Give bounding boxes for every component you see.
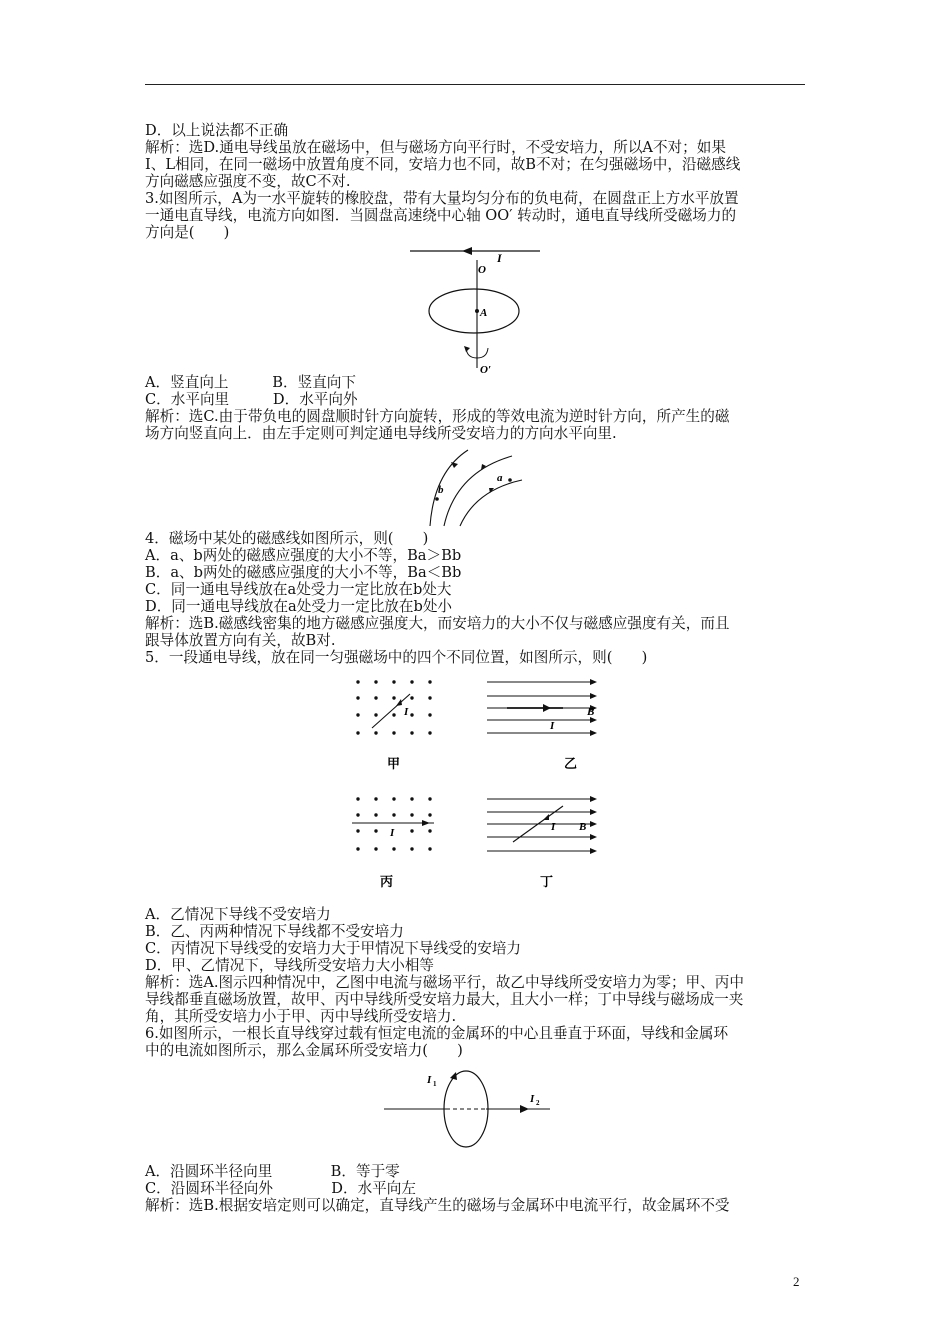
svg-text:甲: 甲	[387, 756, 401, 771]
figure-q5-bing	[350, 793, 440, 893]
svg-text:2: 2	[536, 1099, 540, 1107]
q3-options-cd: C．水平向里 D．水平向外	[145, 391, 358, 408]
svg-text:B: B	[579, 821, 587, 833]
svg-text:I: I	[551, 821, 556, 833]
figure-q5-yi	[485, 675, 600, 775]
q6-explanation-line1: 解析：选B.根据安培定则可以确定，直导线产生的磁场与金属环中电流平行，故金属环不受	[145, 1197, 730, 1214]
figure-q4-field-lines	[420, 446, 530, 528]
q3-explanation-line2: 场方向竖直向上．由左手定则可判定通电导线所受安培力的方向水平向里.	[145, 425, 617, 442]
figure-q6-ring	[380, 1068, 555, 1168]
q3-explanation-line1: 解析：选C.由于带负电的圆盘顺时针方向旋转，形成的等效电流为逆时针方向，所产生的磁	[145, 408, 730, 425]
q2-explanation-line2: I、L相同，在同一磁场中放置角度不同，安培力也不同，故B不对；在匀强磁场中，沿磁感线	[145, 156, 741, 173]
q5-explanation-line2: 导线都垂直磁场放置，故甲、丙中导线所受安培力最大，且大小一样；丁中导线与磁场成一夹	[145, 991, 744, 1008]
q5-option-c: C．丙情况下导线受的安培力大于甲情况下导线受的安培力	[145, 940, 522, 957]
figure-q5-jia	[350, 675, 440, 775]
svg-text:乙: 乙	[564, 756, 578, 771]
q4-option-c: C．同一通电导线放在a处受力一定比放在b处大	[145, 581, 452, 598]
q5-option-a: A．乙情况下导线不受安培力	[145, 906, 331, 923]
q4-option-a: A．a、b两处的磁感应强度的大小不等，Ba＞Bb	[145, 547, 462, 564]
q6-options-cd: C．沿圆环半径向外 D．水平向左	[145, 1180, 416, 1197]
q4-stem: 4．磁场中某处的磁感线如图所示，则( )	[145, 530, 429, 547]
q4-explanation-line2: 跟导体放置方向有关，故B对.	[145, 632, 336, 649]
q3-stem-line3: 方向是( )	[145, 224, 230, 241]
q2-explanation-line3: 方向磁感应强度不变，故C不对.	[145, 173, 351, 190]
q3-options-ab: A．竖直向上 B．竖直向下	[145, 374, 356, 391]
q3-stem-line1: 3.如图所示，A为一水平旋转的橡胶盘，带有大量均匀分布的负电荷，在圆盘正上方水平放置	[145, 190, 739, 207]
q6-options-ab: A．沿圆环半径向里 B．等于零	[145, 1163, 400, 1180]
svg-text:I: I	[530, 1093, 535, 1105]
q5-option-d: D．甲、乙情况下，导线所受安培力大小相等	[145, 957, 434, 974]
q6-stem-line1: 6.如图所示，一根长直导线穿过载有恒定电流的金属环的中心且垂直于环面，导线和金属环	[145, 1025, 729, 1042]
q5-explanation-line3: 角，其所受安培力小于甲、丙中导线所受安培力.	[145, 1008, 457, 1025]
q5-explanation-line1: 解析：选A.图示四种情况中，乙图中电流与磁场平行，故乙中导线所受安培力为零；甲、丙中	[145, 974, 744, 991]
svg-text:I: I	[550, 720, 555, 732]
svg-text:O: O	[478, 264, 486, 276]
svg-text:A: A	[480, 307, 488, 319]
page-number: 2	[793, 1274, 800, 1289]
figure-q5-ding	[485, 793, 600, 893]
q5-option-b: B．乙、丙两种情况下导线都不受安培力	[145, 923, 404, 940]
svg-text:丁: 丁	[540, 874, 554, 889]
q5-stem: 5．一段通电导线，放在同一匀强磁场中的四个不同位置，如图所示，则( )	[145, 649, 648, 666]
svg-text:b: b	[438, 484, 444, 496]
svg-text:I: I	[427, 1074, 432, 1086]
q2-option-d: D．以上说法都不正确	[145, 122, 289, 139]
svg-text:丙: 丙	[380, 874, 394, 889]
svg-text:a: a	[497, 472, 503, 484]
q4-option-d: D．同一通电导线放在a处受力一定比放在b处小	[145, 598, 453, 615]
header-rule	[145, 84, 805, 85]
q2-explanation-line1: 解析：选D.通电导线虽放在磁场中，但与磁场方向平行时，不受安培力，所以A不对；如果	[145, 139, 726, 156]
svg-text:1: 1	[433, 1080, 437, 1088]
svg-text:O′: O′	[480, 364, 492, 376]
q6-stem-line2: 中的电流如图所示，那么金属环所受安培力( )	[145, 1042, 463, 1059]
svg-text:I: I	[497, 251, 502, 265]
svg-text:B: B	[587, 706, 595, 718]
svg-text:I: I	[390, 827, 395, 839]
figure-q3-disc	[410, 240, 550, 380]
q4-option-b: B．a、b两处的磁感应强度的大小不等，Ba＜Bb	[145, 564, 462, 581]
svg-text:I: I	[404, 706, 409, 718]
q3-stem-line2: 一通电直导线，电流方向如图．当圆盘高速绕中心轴 OO′ 转动时，通电直导线所受磁场力的	[145, 207, 737, 224]
q4-explanation-line1: 解析：选B.磁感线密集的地方磁感应强度大，而安培力的大小不仅与磁感应强度有关，而且	[145, 615, 730, 632]
